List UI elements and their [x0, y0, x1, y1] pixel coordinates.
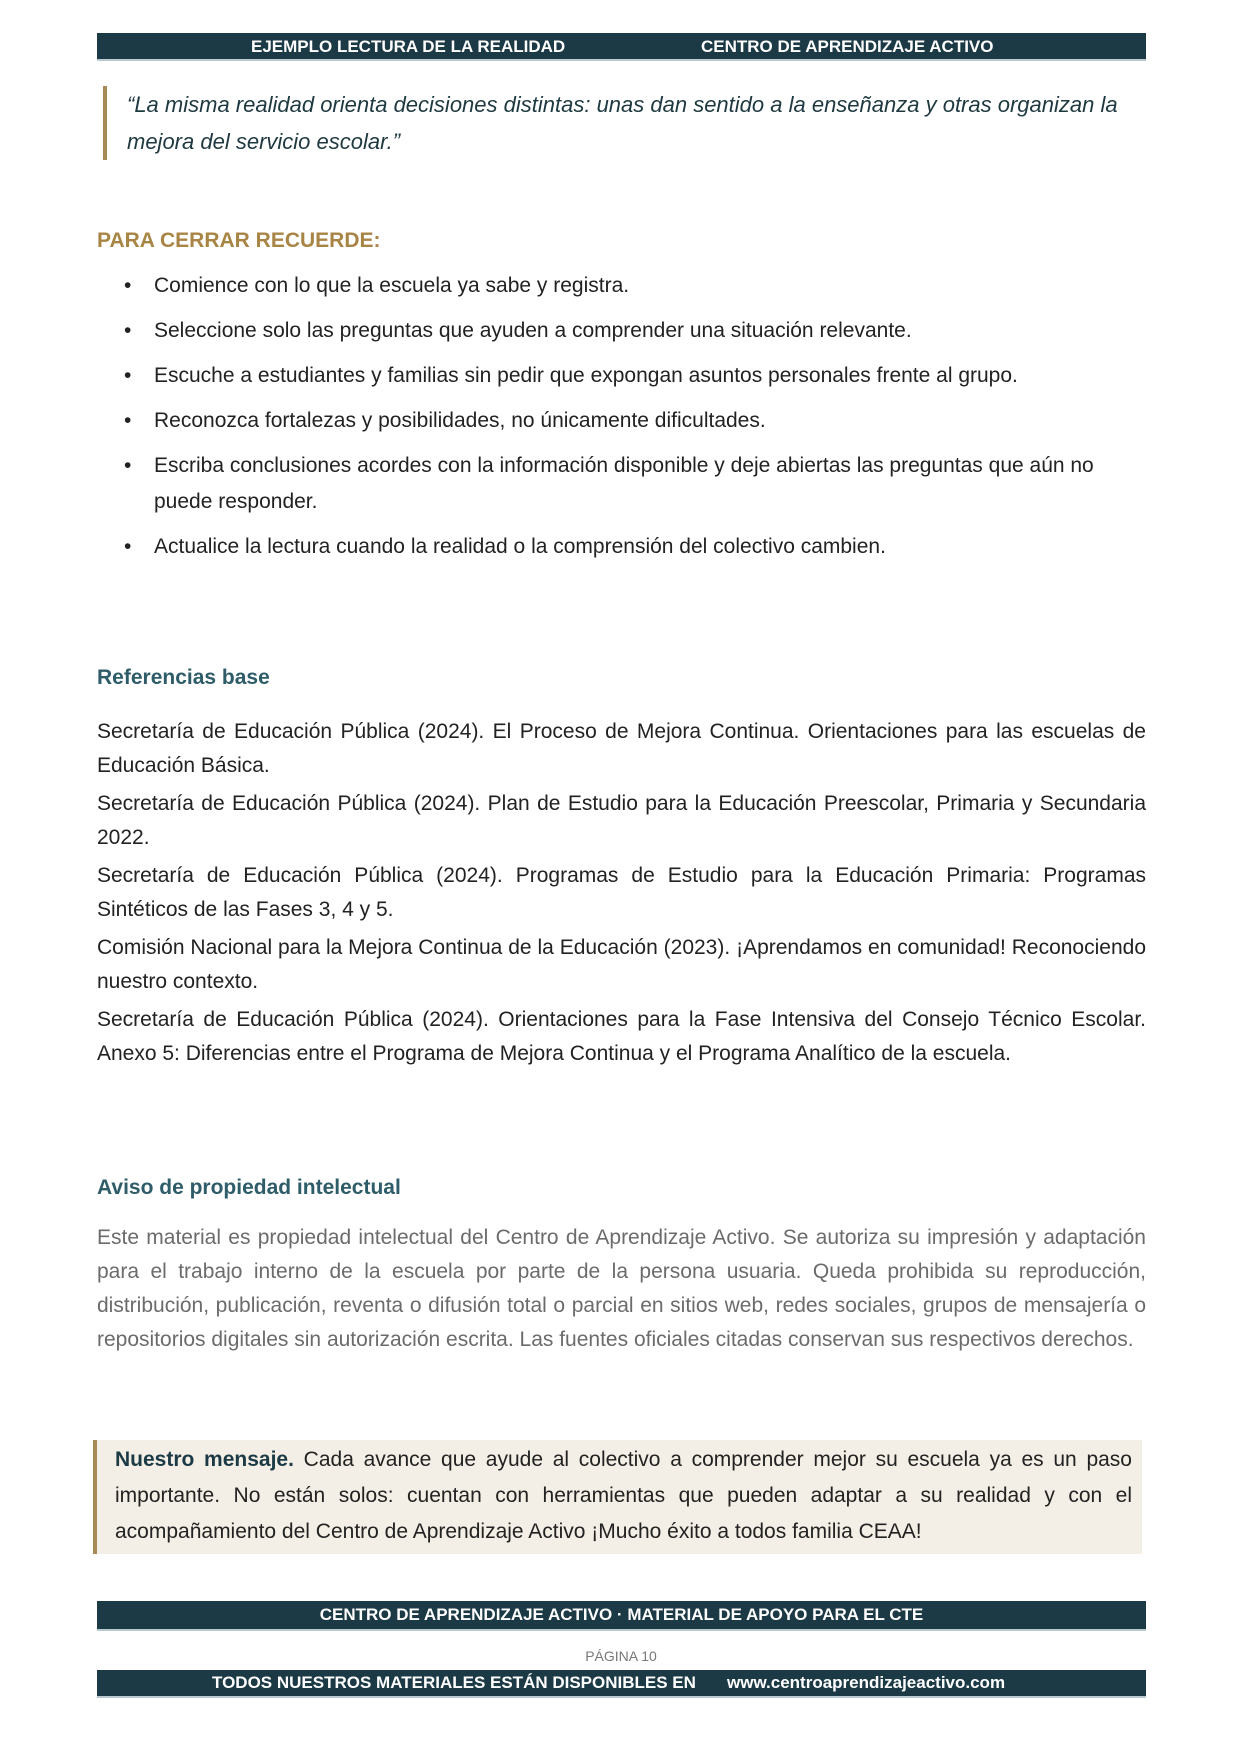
- reference-item: Secretaría de Educación Pública (2024). Programas de Estudio para la Educación Primaria: Programas Sintéticos de las Fases 3, 4 y 5.: [97, 864, 1146, 921]
- message-box: [93, 1440, 1142, 1554]
- header-organization: CENTRO DE APRENDIZAJE ACTIVO: [701, 37, 994, 56]
- reference-item: Comisión Nacional para la Mejora Continua de la Educación (2023). ¡Aprendamos en comunidad! Reconociendo nuestro contexto.: [97, 936, 1146, 993]
- message-paragraph: [115, 1440, 1132, 1550]
- reference-item: Secretaría de Educación Pública (2024). El Proceso de Mejora Continua. Orientaciones para las escuelas de Educación Básica.: [97, 720, 1146, 777]
- list-item: • Escuche a estudiantes y familias sin pedir que expongan asuntos personales frente al grupo.: [97, 358, 1146, 394]
- pull-quote: “La misma realidad orienta decisiones distintas: unas dan sentido a la enseñanza y otras organizan la mejora del servicio escolar.”: [103, 86, 1133, 160]
- reference-item: Secretaría de Educación Pública (2024). Orientaciones para la Fase Intensiva del Consejo Técnico Escolar. Anexo 5: Diferencias entre el Programa de Mejora Continua y el Programa Analítico de la escuela.: [97, 1008, 1146, 1065]
- list-item: • Reconozca fortalezas y posibilidades, no únicamente dificultades.: [97, 403, 1146, 439]
- reminder-list: [97, 268, 1146, 574]
- footer-band: CENTRO DE APRENDIZAJE ACTIVO · MATERIAL DE APOYO PARA EL CTE: [97, 1601, 1146, 1631]
- footer-availability-band: [97, 1670, 1146, 1698]
- header-band: [97, 33, 1146, 61]
- references-title: Referencias base: [97, 666, 270, 689]
- list-item: • Seleccione solo las preguntas que ayuden a comprender una situación relevante.: [97, 313, 1146, 349]
- list-item: • Escriba conclusiones acordes con la información disponible y deje abiertas las preguntas que aún no puede responder.: [97, 448, 1146, 520]
- website-link[interactable]: www.centroaprendizajeactivo.com: [727, 1673, 1006, 1692]
- list-item: • Actualice la lectura cuando la realidad o la comprensión del colectivo cambien.: [97, 529, 1146, 565]
- message-text: Cada avance que ayude al colectivo a comprender mejor su escuela ya es un paso importante. No están solos: cuentan con herramientas que pueden adaptar a su realidad y con el acompañamiento del Centro de Aprendizaje Activo ¡Mucho éxito a todos familia CEAA!: [115, 1448, 1132, 1543]
- list-item: • Comience con lo que la escuela ya sabe y registra.: [97, 268, 1146, 304]
- availability-text: TODOS NUESTROS MATERIALES ESTÁN DISPONIBLES EN: [212, 1673, 696, 1692]
- closing-title: PARA CERRAR RECUERDE:: [97, 229, 381, 252]
- message-lead: Nuestro mensaje.: [115, 1448, 294, 1471]
- reference-item: Secretaría de Educación Pública (2024). Plan de Estudio para la Educación Preescolar, Primaria y Secundaria 2022.: [97, 792, 1146, 849]
- header-document-title: EJEMPLO LECTURA DE LA REALIDAD: [251, 37, 566, 56]
- page-number: PÁGINA 10: [585, 1648, 657, 1664]
- notice-title: Aviso de propiedad intelectual: [97, 1176, 401, 1199]
- notice-text: Este material es propiedad intelectual del Centro de Aprendizaje Activo. Se autoriza su impresión y adaptación para el trabajo interno de la escuela por parte de la persona usuaria. Queda prohibida su reproducción, distribución, publicación, reventa o difusión total o parcial en sitios web, redes sociales, grupos de mensajería o repositorios digitales sin autorización escrita. Las fuentes oficiales citadas conservan sus respectivos derechos.: [97, 1226, 1146, 1351]
- references-list: [97, 715, 1146, 1075]
